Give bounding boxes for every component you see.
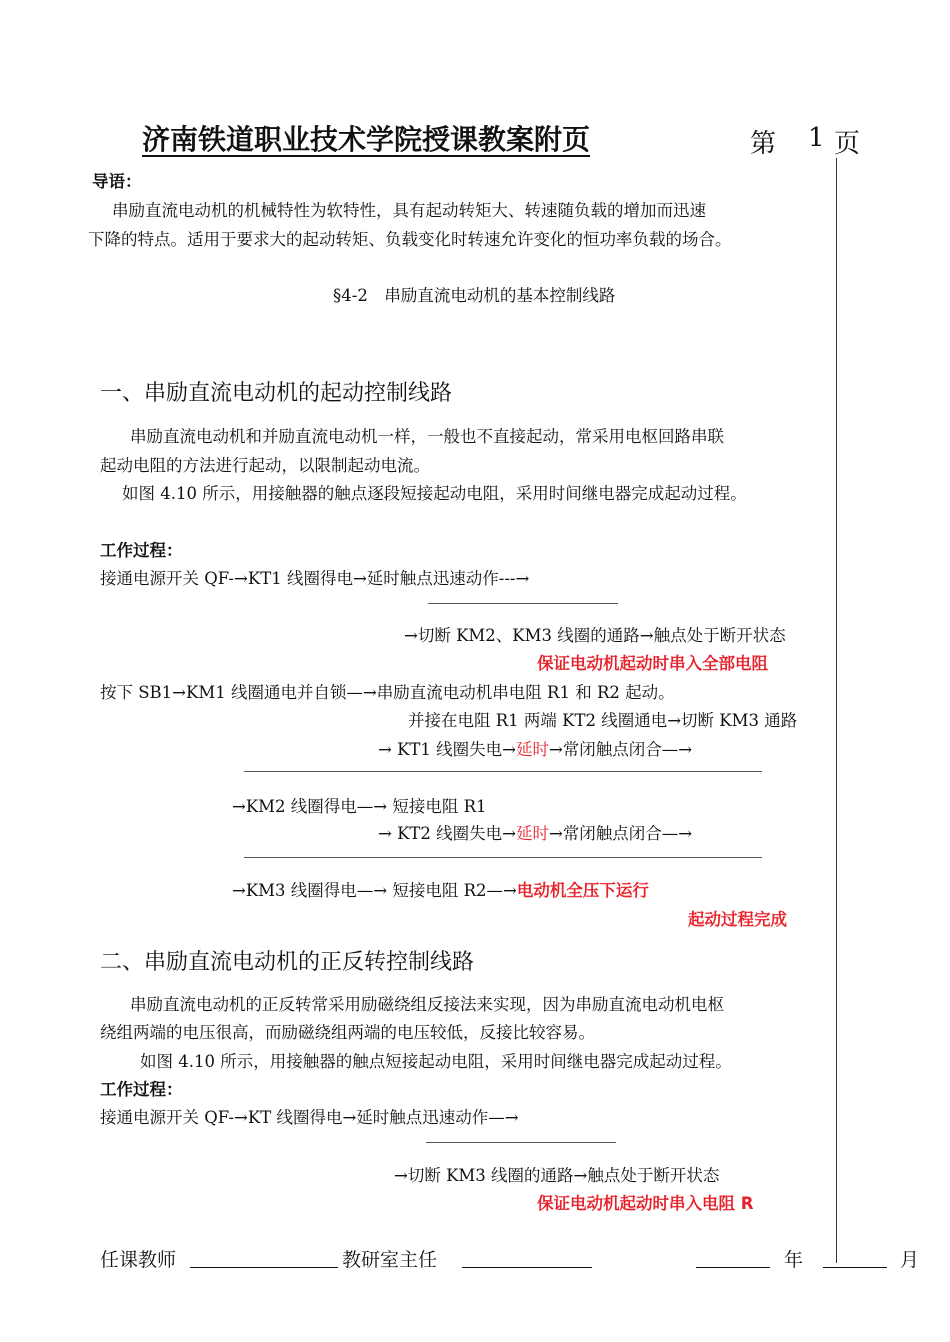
part1-note-2: 起动过程完成 xyxy=(688,910,787,929)
part2-step-1: 接通电源开关 QF-→KT 线圈得电→延时触点迅速动作—→ xyxy=(100,1108,519,1127)
section-title: §4-2 串励直流电动机的基本控制线路 xyxy=(333,286,616,305)
footer-director-label: 教研室主任 xyxy=(342,1249,438,1271)
intro-line-1: 串励直流电动机的机械特性为软特性，具有起动转矩大、转速随负载的增加而迅速 xyxy=(112,201,706,220)
part2-process-label: 工作过程： xyxy=(100,1080,183,1099)
part1-step-4: 并接在电阻 R1 两端 KT2 线圈通电→切断 KM3 通路 xyxy=(408,711,798,730)
part2-note-1: 保证电动机起动时串入电阻 R xyxy=(537,1194,754,1213)
director-signature-line[interactable] xyxy=(462,1267,592,1268)
part1-process-label: 工作过程： xyxy=(100,541,183,560)
teacher-signature-line[interactable] xyxy=(190,1267,338,1268)
intro-line-2: 下降的特点。适用于要求大的起动转矩、负载变化时转速允许变化的恒功率负载的场合。 xyxy=(88,230,732,249)
part1-step-5 xyxy=(378,736,692,760)
part1-note-1: 保证电动机起动时串入全部电阻 xyxy=(537,654,768,673)
footer-month-label: 月 xyxy=(900,1249,920,1271)
step-5-text-b: →常闭触点闭合—→ xyxy=(548,740,693,759)
footer-year-label: 年 xyxy=(784,1249,804,1271)
part2-paragraph-2: 如图 4.10 所示，用接触器的触点短接起动电阻，采用时间继电器完成起动过程。 xyxy=(140,1052,732,1071)
step-7-text-b: →常闭触点闭合—→ xyxy=(548,824,693,843)
step-8-result: 电动机全压下运行 xyxy=(516,881,649,900)
part1-paragraph-1-line-1: 串励直流电动机和并励直流电动机一样，一般也不直接起动，常采用电枢回路串联 xyxy=(130,427,724,446)
part1-paragraph-2: 如图 4.10 所示，用接触器的触点逐段短接起动电阻，采用时间继电器完成起动过程。 xyxy=(122,484,747,503)
intro-label: 导语： xyxy=(92,172,142,191)
part2-heading: 二、串励直流电动机的正反转控制线路 xyxy=(100,950,475,975)
step-5-delay: 延时 xyxy=(515,740,549,759)
page-number-prefix: 第 xyxy=(750,129,777,159)
connector-line xyxy=(244,857,762,858)
month-blank-line[interactable] xyxy=(823,1267,887,1268)
step-5-text-a: → KT1 线圈失电→ xyxy=(378,740,516,759)
part1-step-2: →切断 KM2、KM3 线圈的通路→触点处于断开状态 xyxy=(404,626,786,645)
year-blank-line[interactable] xyxy=(696,1267,770,1268)
footer-teacher-label: 任课教师 xyxy=(100,1249,177,1271)
page-title: 济南铁道职业技术学院授课教案附页 xyxy=(142,123,591,156)
page-number: 1 xyxy=(808,123,825,153)
part1-step-8 xyxy=(232,877,649,901)
connector-line xyxy=(428,603,618,604)
step-7-text-a: → KT2 线圈失电→ xyxy=(378,824,516,843)
page-number-suffix: 页 xyxy=(834,129,861,159)
part1-paragraph-1-line-2: 起动电阻的方法进行起动，以限制起动电流。 xyxy=(100,456,430,475)
part1-step-6: →KM2 线圈得电—→ 短接电阻 R1 xyxy=(232,797,487,816)
step-8-text: →KM3 线圈得电—→ 短接电阻 R2—→ xyxy=(232,881,517,900)
connector-line xyxy=(426,1142,616,1143)
part2-paragraph-1-line-2: 绕组两端的电压很高，而励磁绕组两端的电压较低，反接比较容易。 xyxy=(100,1023,595,1042)
part2-step-2: →切断 KM3 线圈的通路→触点处于断开状态 xyxy=(394,1166,720,1185)
part1-heading: 一、串励直流电动机的起动控制线路 xyxy=(100,381,453,406)
connector-line xyxy=(244,771,762,772)
right-margin-rule xyxy=(836,158,837,1263)
part2-paragraph-1-line-1: 串励直流电动机的正反转常采用励磁绕组反接法来实现，因为串励直流电动机电枢 xyxy=(130,995,724,1014)
part1-step-1: 接通电源开关 QF-→KT1 线圈得电→延时触点迅速动作---→ xyxy=(100,569,530,588)
part1-step-3: 按下 SB1→KM1 线圈通电并自锁—→串励直流电动机串电阻 R1 和 R2 起动。 xyxy=(100,683,675,702)
step-7-delay: 延时 xyxy=(515,824,549,843)
part1-step-7 xyxy=(378,820,692,844)
